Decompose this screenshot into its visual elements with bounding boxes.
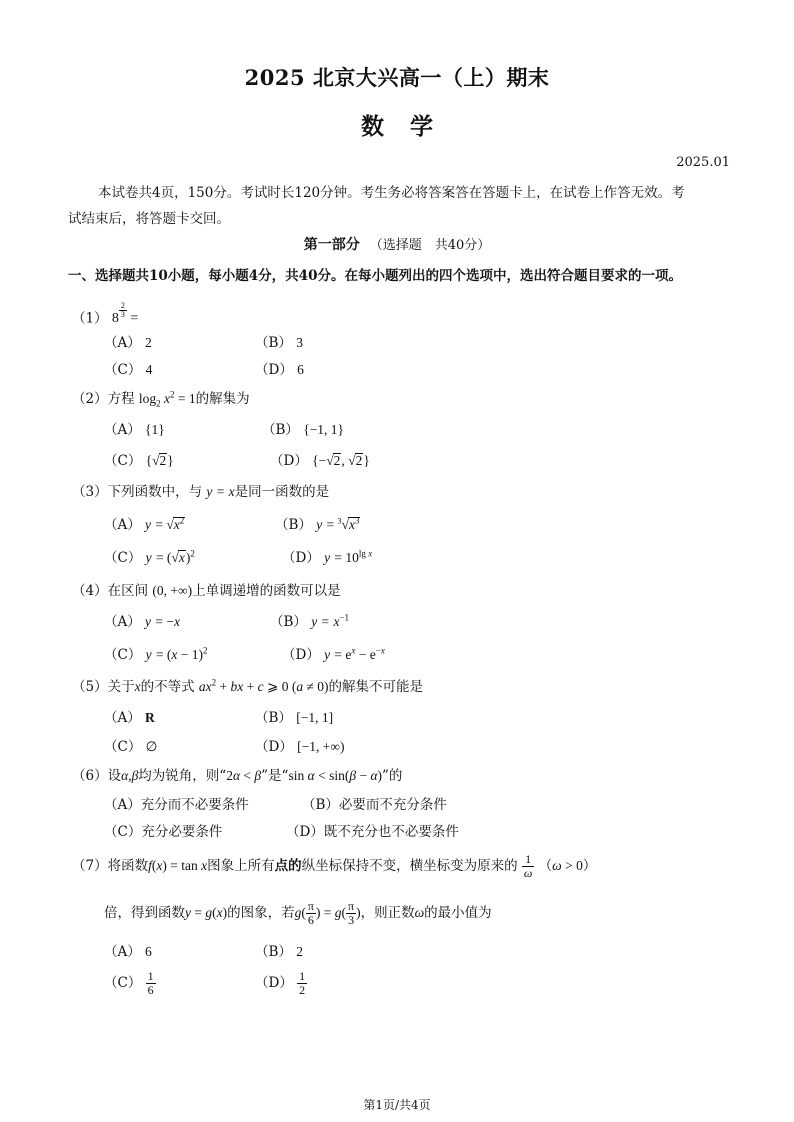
option-d[interactable]: （D） {−√2, √2} bbox=[270, 453, 370, 469]
question-3: （3）下列函数中，与 y = x是同一函数的是 bbox=[72, 484, 330, 500]
question-number: （2） bbox=[72, 391, 108, 407]
option-c[interactable]: （C） 4 bbox=[104, 362, 153, 378]
section-note: （选择题 共40分） bbox=[369, 238, 491, 253]
option-d[interactable]: （D） $\frac{1}{2}$ bbox=[255, 969, 306, 997]
option-a[interactable]: （A） y = −x bbox=[104, 614, 180, 630]
option-c[interactable]: （C） $y = (x - 1)^2$ bbox=[104, 645, 208, 663]
instructions: 一、选择题共10小题，每小题4分，共40分。在每小题列出的四个选项中，选出符合题目要求的一项。 bbox=[68, 268, 682, 284]
option-b[interactable]: （B） $y = x^{-1}$ bbox=[270, 612, 350, 630]
option-a[interactable]: （A） 2 bbox=[104, 335, 152, 351]
option-a[interactable]: （A）充分而不必要条件 bbox=[104, 797, 249, 813]
math-expression: $ax^2$ + bx + c ⩾ 0 (a ≠ 0) bbox=[198, 677, 329, 694]
question-number: （4） bbox=[72, 583, 108, 599]
question-4: （4）在区间 (0, +∞)上单调递增的函数可以是 bbox=[72, 583, 341, 599]
option-a[interactable]: （A） {1} bbox=[104, 422, 165, 438]
exam-date: 2025.01 bbox=[676, 155, 730, 170]
math-expression: y bbox=[206, 484, 213, 499]
option-c[interactable]: （C） $y = (√x)^2$ bbox=[104, 548, 195, 566]
option-b[interactable]: （B） 2 bbox=[255, 944, 303, 960]
exam-title: 2025 北京大兴高一（上）期末 bbox=[244, 65, 550, 90]
option-d[interactable]: （D）既不充分也不必要条件 bbox=[286, 824, 459, 840]
option-c[interactable]: （C） ∅ bbox=[104, 739, 158, 755]
question-number: （7） bbox=[72, 858, 108, 874]
option-d[interactable]: （D） 6 bbox=[255, 362, 304, 378]
option-b[interactable]: （B） {−1, 1} bbox=[262, 422, 345, 438]
section-title: 第一部分 bbox=[303, 237, 360, 253]
option-c[interactable]: （C）充分必要条件 bbox=[104, 824, 223, 840]
question-6: （6）设α,β均为锐角，则“2α < β”是“sin α < sin(β − α)”的 bbox=[72, 768, 403, 784]
question-2: （2）方程 $\log_2 x^2 = 1$的解集为 bbox=[72, 389, 250, 409]
option-c[interactable]: （C） {√2} bbox=[104, 453, 174, 469]
option-b[interactable]: （B）必要而不充分条件 bbox=[302, 797, 447, 813]
section-heading bbox=[0, 234, 794, 254]
option-d[interactable]: （D） [−1, +∞) bbox=[255, 739, 345, 755]
question-5: （5）关于x的不等式 $ax^2$ + bx + c ⩾ 0 (a ≠ 0)的解集不可能是 bbox=[72, 677, 423, 695]
option-b[interactable]: （B） $y = ^3√x^3$ bbox=[275, 515, 360, 533]
option-d[interactable]: （D） $y = e^x - e^{-x}$ bbox=[282, 645, 385, 663]
question-number: （6） bbox=[72, 768, 108, 784]
option-a[interactable]: （A） R bbox=[104, 710, 155, 726]
math-expression: 8 $^{\frac{2}{3}}$ = bbox=[111, 301, 139, 327]
question-1 bbox=[72, 302, 138, 327]
math-expression: $\log_2 x^2 = 1$ bbox=[138, 389, 196, 409]
question-number: （5） bbox=[72, 679, 108, 695]
subject-title: 数学 bbox=[361, 113, 459, 140]
option-a[interactable]: （A） $y = √x^2$ bbox=[104, 515, 185, 533]
option-b[interactable]: （B） [−1, 1] bbox=[255, 710, 334, 726]
option-b[interactable]: （B） 3 bbox=[255, 335, 303, 351]
question-7-line-2: 倍，得到函数y = g(x)的图象，若g( $\frac{\pi}{6}$ ) = g( $\frac{\pi}{3}$ )，则正数ω的最小值为 bbox=[104, 899, 492, 927]
question-number: （3） bbox=[72, 484, 108, 500]
option-c[interactable]: （C） $\frac{1}{6}$ bbox=[104, 969, 154, 997]
intro-line-1: 本试卷共4页，150分。考试时长120分钟。考生务必将答案答在答题卡上，在试卷上作答无效。考 bbox=[98, 185, 685, 201]
question-number: （1） bbox=[72, 310, 108, 327]
fraction: $\frac{1}{\omega}$ bbox=[523, 852, 533, 880]
intro-line-2: 试结束后，将答题卡交回。 bbox=[68, 211, 230, 227]
page-footer: 第1页/共4页 bbox=[363, 1098, 431, 1112]
math-expression: (0, +∞) bbox=[152, 583, 193, 598]
option-a[interactable]: （A） 6 bbox=[104, 944, 152, 960]
option-d[interactable]: （D） $y = 10^{lg x}$ bbox=[282, 548, 373, 566]
question-7: （7）将函数f(x) = tan x图象上所有点的纵坐标保持不变，横坐标变为原来的 $\frac{1}{\omega}$ （ω > 0） bbox=[72, 852, 597, 880]
